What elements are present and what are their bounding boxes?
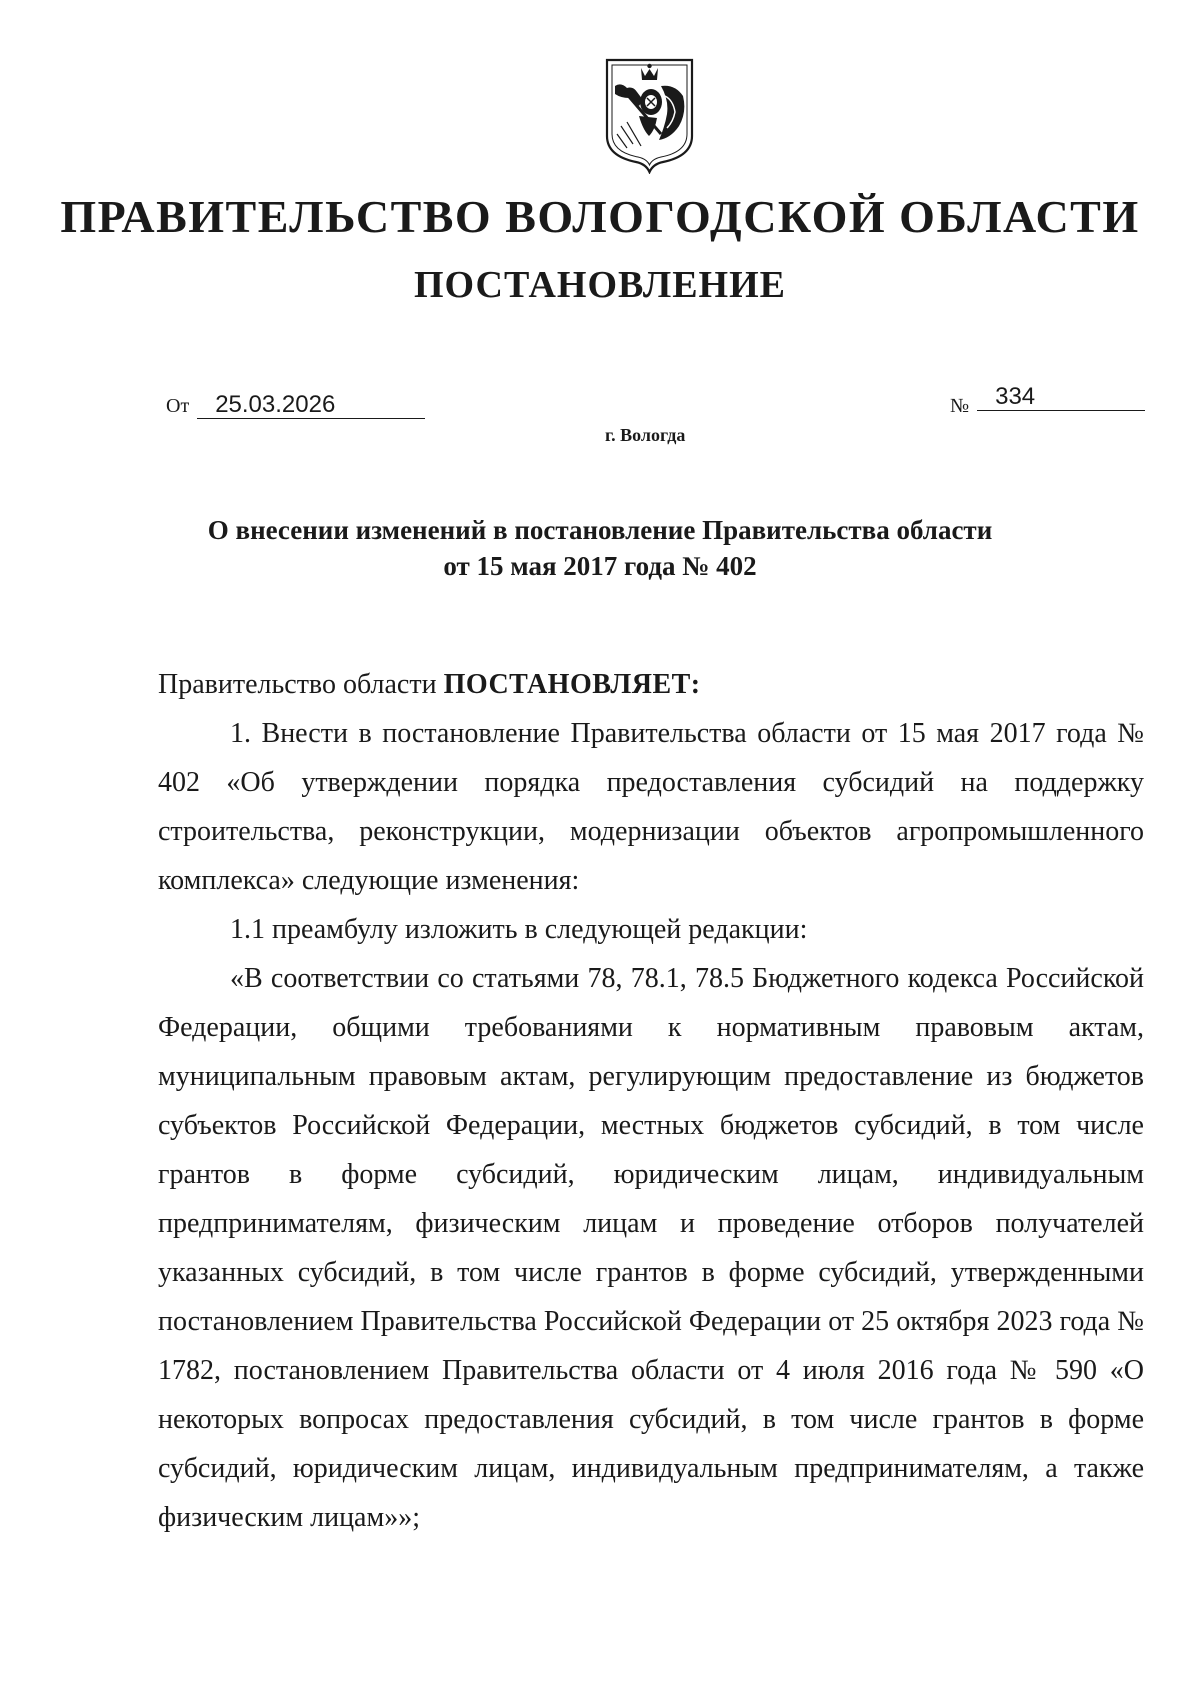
resolves-prefix: Правительство области bbox=[158, 669, 444, 700]
document-type-title: ПОСТАНОВЛЕНИЕ bbox=[413, 264, 787, 306]
resolves-line bbox=[158, 660, 1144, 709]
date-value: 25.03.2026 bbox=[197, 392, 425, 419]
date-prefix: От bbox=[166, 395, 190, 417]
document-date bbox=[166, 392, 425, 419]
number-prefix: № bbox=[950, 395, 970, 417]
subject-line-1: О внесении изменений в постановление Правительства области bbox=[207, 515, 993, 545]
document-subject bbox=[0, 512, 1200, 584]
body-paragraph-2: 1.1 преамбулу изложить в следующей редакции: bbox=[230, 914, 808, 945]
document-body bbox=[158, 660, 1144, 1542]
document-number bbox=[950, 383, 1145, 419]
subject-line-2: от 15 мая 2017 года № 402 bbox=[443, 551, 757, 581]
resolves-word: ПОСТАНОВЛЯЕТ: bbox=[443, 669, 701, 700]
city-name: г. Вологда bbox=[605, 425, 686, 445]
body-paragraph-3: «В соответствии со статьями 78, 78.1, 78.5 Бюджетного кодекса Российской Федерации, общими требованиями к нормативным правовым актам, муниципальным правовым актам, регулирующим предоставление из бюджетов субъектов Российской Федерации, местных бюджетов субсидий, в том числе грантов в форме субсидий, юридическим лицам, индивидуальным предпринимателям, физическим лицам и проведение отборов получателей указанных субсидий, в том числе грантов в форме субсидий, утвержденными постановлением Правительства Российской Федерации от 25 октября 2023 года № 1782, постановлением Правительства области от 4 июля 2016 года № 590 «О некоторых вопросах предоставления субсидий, в том числе грантов в форме субсидий, юридическим лицам, индивидуальным предпринимателям, а также физическим лицам»»; bbox=[158, 963, 1144, 1533]
organization-title: ПРАВИТЕЛЬСТВО ВОЛОГОДСКОЙ ОБЛАСТИ bbox=[60, 191, 1140, 242]
coat-of-arms-icon bbox=[603, 56, 696, 174]
body-paragraph-1: 1. Внести в постановление Правительства области от 15 мая 2017 года № 402 «Об утверждении порядка предоставления субсидий на поддержку строительства, реконструкции, модернизации объектов агропромышленного комплекса» следующие изменения: bbox=[158, 718, 1144, 896]
number-value: 334 bbox=[977, 384, 1145, 411]
